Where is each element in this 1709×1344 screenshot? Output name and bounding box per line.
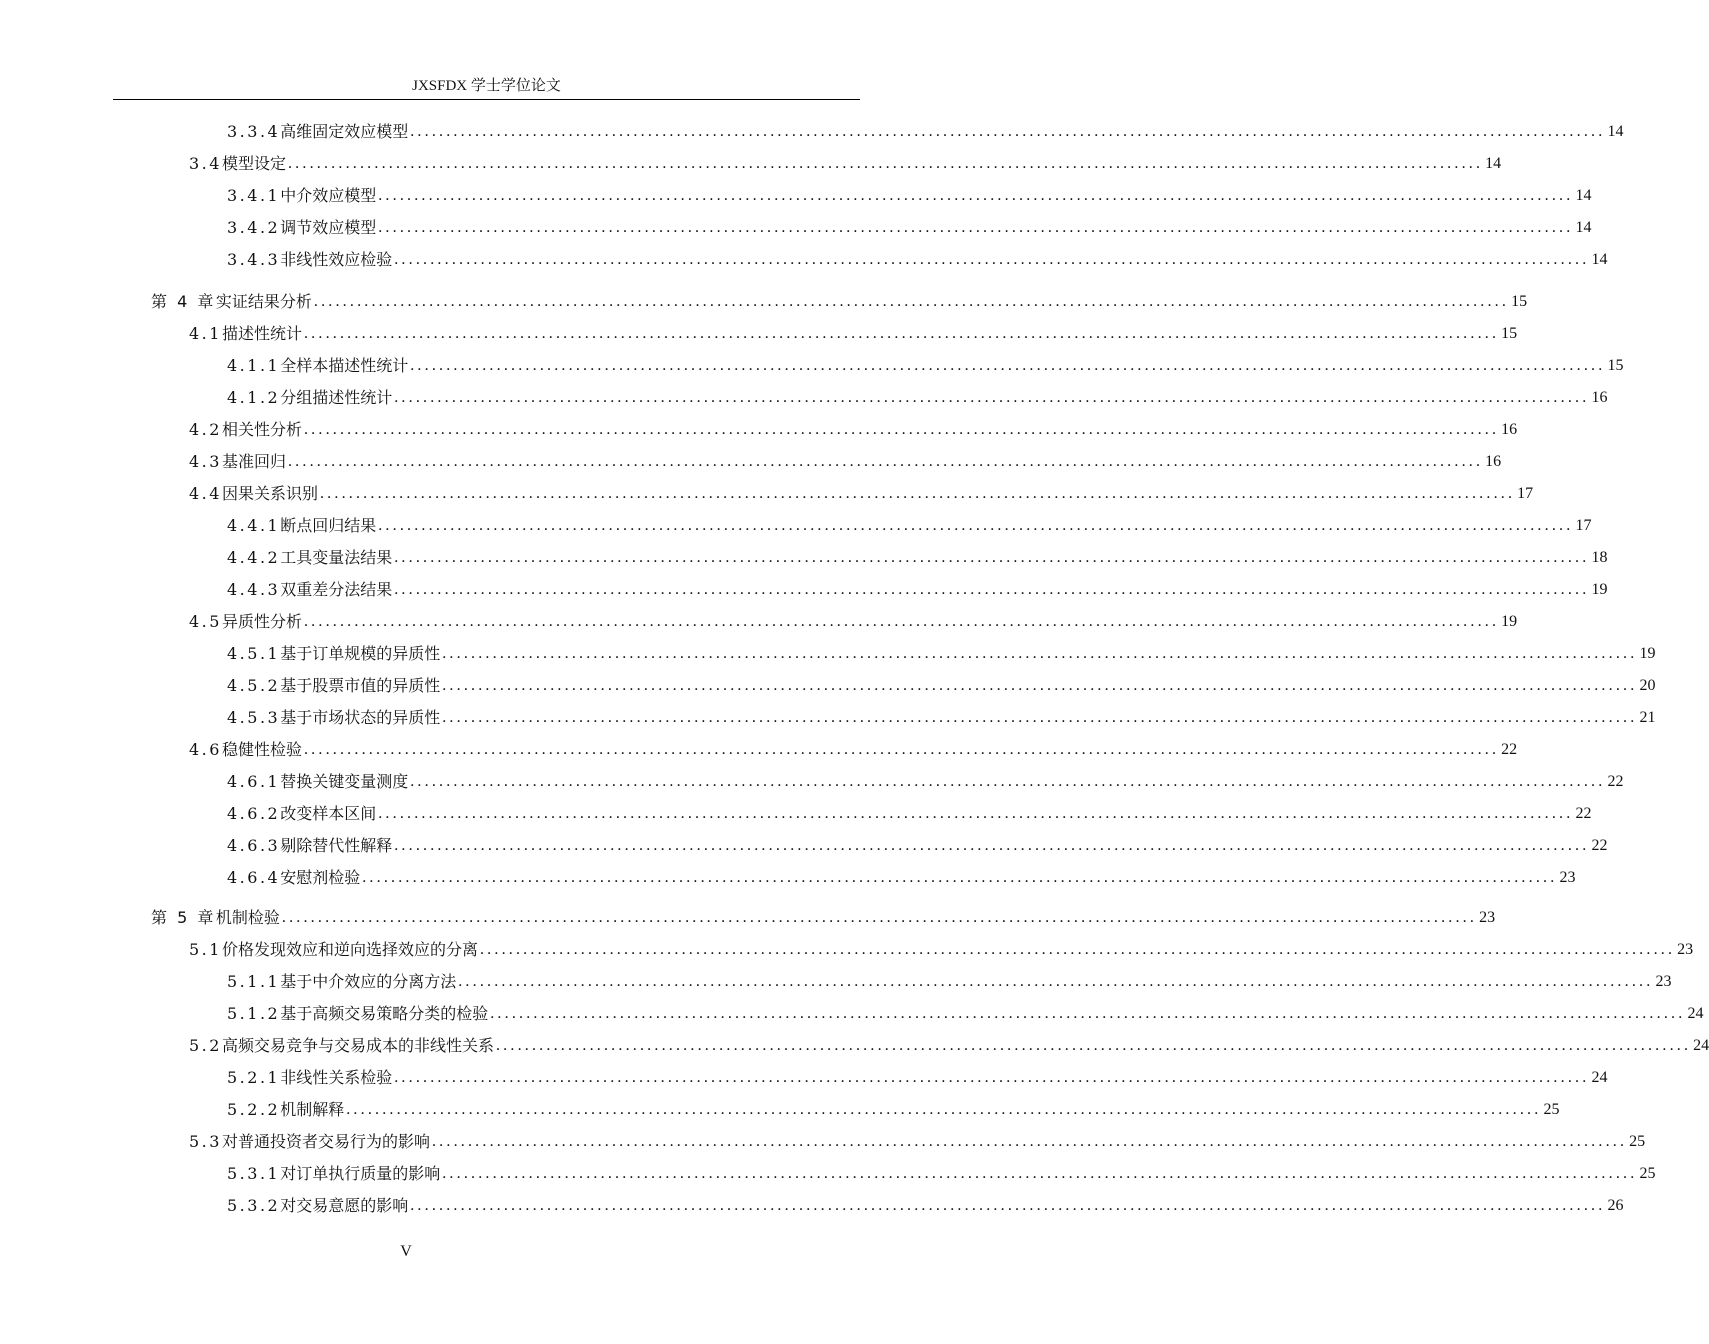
toc-entry-number: 5.3.2 bbox=[227, 1196, 281, 1215]
toc-entry-title: 对交易意愿的影响 bbox=[280, 1196, 409, 1215]
page-number: V bbox=[400, 1243, 412, 1260]
toc-entry-page: 19 bbox=[1639, 645, 1656, 662]
toc-entry-page: 22 bbox=[1575, 805, 1592, 822]
toc-subsection-entry[interactable] bbox=[227, 1162, 1656, 1186]
toc-dot-leader: ...................................................................................................................................................................... bbox=[346, 1101, 1542, 1118]
toc-dot-leader: ...................................................................................................................................................................... bbox=[303, 421, 1500, 438]
toc-entry-title: 非线性关系检验 bbox=[280, 1068, 393, 1087]
toc-entry-number: 4.4.3 bbox=[227, 580, 281, 599]
toc-entry-number: 4.4.2 bbox=[227, 548, 281, 567]
toc-entry-page: 22 bbox=[1607, 773, 1624, 790]
toc-entry-page: 17 bbox=[1517, 485, 1534, 502]
toc-chapter-entry[interactable] bbox=[151, 906, 1496, 930]
toc-entry-page: 23 bbox=[1479, 909, 1496, 926]
toc-dot-leader: ...................................................................................................................................................................... bbox=[394, 549, 1590, 566]
toc-entry-title: 中介效应模型 bbox=[280, 186, 377, 205]
toc-section-entry[interactable] bbox=[189, 1130, 1646, 1154]
toc-subsection-entry[interactable] bbox=[227, 354, 1624, 378]
toc-subsection-entry[interactable] bbox=[227, 706, 1656, 730]
toc-entry-title: 基于中介效应的分离方法 bbox=[280, 972, 457, 991]
toc-entry-number: 3.3.4 bbox=[227, 122, 281, 141]
toc-entry-number: 3.4.2 bbox=[227, 218, 281, 237]
toc-section-entry[interactable] bbox=[189, 610, 1518, 634]
toc-entry-number: 4.1.2 bbox=[227, 388, 281, 407]
toc-entry-title: 高维固定效应模型 bbox=[280, 122, 409, 141]
toc-entry-page: 24 bbox=[1687, 1005, 1704, 1022]
toc-entry-page: 22 bbox=[1501, 741, 1518, 758]
toc-entry-page: 18 bbox=[1591, 549, 1608, 566]
toc-subsection-entry[interactable] bbox=[227, 514, 1592, 538]
toc-subsection-entry[interactable] bbox=[227, 834, 1608, 858]
toc-subsection-entry[interactable] bbox=[227, 386, 1608, 410]
toc-entry-title: 剔除替代性解释 bbox=[280, 836, 393, 855]
toc-dot-leader: ...................................................................................................................................................................... bbox=[431, 1133, 1628, 1150]
toc-dot-leader: ...................................................................................................................................................................... bbox=[410, 357, 1606, 374]
toc-entry-title: 价格发现效应和逆向选择效应的分离 bbox=[221, 940, 478, 959]
toc-entry-number: 4.6.1 bbox=[227, 772, 281, 791]
toc-entry-page: 24 bbox=[1693, 1037, 1709, 1054]
toc-entry-number: 3.4.1 bbox=[227, 186, 281, 205]
toc-subsection-entry[interactable] bbox=[227, 1002, 1704, 1026]
toc-dot-leader: ...................................................................................................................................................................... bbox=[303, 613, 1500, 630]
toc-subsection-entry[interactable] bbox=[227, 184, 1592, 208]
header-rule bbox=[113, 99, 860, 100]
toc-entry-title: 改变样本区间 bbox=[280, 804, 377, 823]
toc-entry-title: 对普通投资者交易行为的影响 bbox=[221, 1132, 430, 1151]
toc-dot-leader: ...................................................................................................................................................................... bbox=[490, 1005, 1686, 1022]
toc-entry-title: 替换关键变量测度 bbox=[280, 772, 409, 791]
toc-entry-page: 23 bbox=[1677, 941, 1694, 958]
toc-dot-leader: ...................................................................................................................................................................... bbox=[410, 773, 1606, 790]
toc-entry-page: 16 bbox=[1485, 453, 1502, 470]
toc-entry-page: 14 bbox=[1485, 155, 1502, 172]
toc-entry-page: 15 bbox=[1607, 357, 1624, 374]
toc-section-entry[interactable] bbox=[189, 938, 1694, 962]
toc-entry-page: 14 bbox=[1575, 219, 1592, 236]
toc-entry-number: 4.5.1 bbox=[227, 644, 281, 663]
toc-dot-leader: ...................................................................................................................................................................... bbox=[410, 1197, 1606, 1214]
toc-entry-number: 4.1.1 bbox=[227, 356, 281, 375]
toc-entry-title: 断点回归结果 bbox=[280, 516, 377, 535]
toc-dot-leader: ...................................................................................................................................................................... bbox=[479, 941, 1676, 958]
toc-dot-leader: ...................................................................................................................................................................... bbox=[442, 677, 1638, 694]
toc-entry-page: 16 bbox=[1591, 389, 1608, 406]
toc-subsection-entry[interactable] bbox=[227, 1066, 1608, 1090]
toc-entry-page: 20 bbox=[1639, 677, 1656, 694]
toc-subsection-entry[interactable] bbox=[227, 216, 1592, 240]
toc-dot-leader: ...................................................................................................................................................................... bbox=[319, 485, 1516, 502]
toc-subsection-entry[interactable] bbox=[227, 1098, 1560, 1122]
toc-dot-leader: ...................................................................................................................................................................... bbox=[378, 187, 1574, 204]
toc-entry-page: 25 bbox=[1543, 1101, 1560, 1118]
toc-dot-leader: ...................................................................................................................................................................... bbox=[378, 517, 1574, 534]
toc-entry-number: 4.4.1 bbox=[227, 516, 281, 535]
toc-entry-number: 4.1 bbox=[189, 324, 222, 343]
toc-entry-title: 基于市场状态的异质性 bbox=[280, 708, 441, 727]
toc-dot-leader: ...................................................................................................................................................................... bbox=[303, 741, 1500, 758]
toc-dot-leader: ...................................................................................................................................................................... bbox=[281, 909, 1478, 926]
toc-entry-page: 23 bbox=[1655, 973, 1672, 990]
toc-entry-title: 模型设定 bbox=[221, 154, 286, 173]
toc-entry-page: 16 bbox=[1501, 421, 1518, 438]
toc-section-entry[interactable] bbox=[189, 738, 1518, 762]
toc-entry-title: 基于股票市值的异质性 bbox=[280, 676, 441, 695]
toc-entry-page: 26 bbox=[1607, 1197, 1624, 1214]
toc-entry-title: 基于订单规模的异质性 bbox=[280, 644, 441, 663]
toc-dot-leader: ...................................................................................................................................................................... bbox=[287, 155, 1484, 172]
toc-entry-page: 19 bbox=[1501, 613, 1518, 630]
toc-entry-title: 双重差分法结果 bbox=[280, 580, 393, 599]
toc-entry-number: 4.5.3 bbox=[227, 708, 281, 727]
toc-subsection-entry[interactable] bbox=[227, 674, 1656, 698]
toc-entry-page: 25 bbox=[1639, 1165, 1656, 1182]
toc-dot-leader: ...................................................................................................................................................................... bbox=[394, 251, 1590, 268]
toc-entry-title: 非线性效应检验 bbox=[280, 250, 393, 269]
toc-dot-leader: ...................................................................................................................................................................... bbox=[394, 1069, 1590, 1086]
toc-subsection-entry[interactable] bbox=[227, 866, 1576, 890]
toc-subsection-entry[interactable] bbox=[227, 770, 1624, 794]
toc-entry-title: 调节效应模型 bbox=[280, 218, 377, 237]
toc-subsection-entry[interactable] bbox=[227, 248, 1608, 272]
toc-entry-number: 4.4 bbox=[189, 484, 222, 503]
toc-entry-number: 第 4 章 bbox=[151, 292, 216, 311]
toc-dot-leader: ...................................................................................................................................................................... bbox=[442, 709, 1638, 726]
toc-dot-leader: ...................................................................................................................................................................... bbox=[394, 389, 1590, 406]
toc-entry-number: 5.1 bbox=[189, 940, 222, 959]
toc-entry-page: 24 bbox=[1591, 1069, 1608, 1086]
toc-dot-leader: ...................................................................................................................................................................... bbox=[410, 123, 1606, 140]
toc-section-entry[interactable] bbox=[189, 482, 1534, 506]
toc-chapter-entry[interactable] bbox=[151, 290, 1528, 314]
toc-entry-title: 因果关系识别 bbox=[221, 484, 318, 503]
toc-dot-leader: ...................................................................................................................................................................... bbox=[394, 837, 1590, 854]
toc-entry-title: 实证结果分析 bbox=[215, 292, 312, 311]
toc-entry-number: 3.4 bbox=[189, 154, 222, 173]
toc-entry-number: 3.4.3 bbox=[227, 250, 281, 269]
toc-entry-title: 高频交易竞争与交易成本的非线性关系 bbox=[221, 1036, 494, 1055]
toc-entry-number: 5.2 bbox=[189, 1036, 222, 1055]
toc-entry-page: 22 bbox=[1591, 837, 1608, 854]
toc-entry-number: 4.6 bbox=[189, 740, 222, 759]
toc-section-entry[interactable] bbox=[189, 450, 1502, 474]
toc-dot-leader: ...................................................................................................................................................................... bbox=[495, 1037, 1692, 1054]
toc-entry-page: 14 bbox=[1591, 251, 1608, 268]
toc-entry-page: 19 bbox=[1591, 581, 1608, 598]
toc-entry-page: 23 bbox=[1559, 869, 1576, 886]
toc-subsection-entry[interactable] bbox=[227, 642, 1656, 666]
toc-entry-title: 工具变量法结果 bbox=[280, 548, 393, 567]
toc-entry-number: 5.1.2 bbox=[227, 1004, 281, 1023]
toc-subsection-entry[interactable] bbox=[227, 802, 1592, 826]
toc-entry-title: 描述性统计 bbox=[221, 324, 302, 343]
toc-subsection-entry[interactable] bbox=[227, 1194, 1624, 1218]
toc-entry-number: 5.2.1 bbox=[227, 1068, 281, 1087]
toc-entry-number: 5.1.1 bbox=[227, 972, 281, 991]
toc-entry-page: 15 bbox=[1511, 293, 1528, 310]
toc-entry-number: 4.6.2 bbox=[227, 804, 281, 823]
toc-dot-leader: ...................................................................................................................................................................... bbox=[362, 869, 1558, 886]
running-header: JXSFDX 学士学位论文 bbox=[412, 78, 561, 94]
toc-entry-page: 25 bbox=[1629, 1133, 1646, 1150]
toc-subsection-entry[interactable] bbox=[227, 120, 1624, 144]
toc-entry-number: 4.5 bbox=[189, 612, 222, 631]
toc-entry-title: 异质性分析 bbox=[221, 612, 302, 631]
toc-dot-leader: ...................................................................................................................................................................... bbox=[442, 645, 1638, 662]
toc-entry-number: 4.5.2 bbox=[227, 676, 281, 695]
toc-section-entry[interactable] bbox=[189, 152, 1502, 176]
toc-entry-title: 基准回归 bbox=[221, 452, 286, 471]
toc-entry-title: 全样本描述性统计 bbox=[280, 356, 409, 375]
toc-entry-title: 对订单执行质量的影响 bbox=[280, 1164, 441, 1183]
toc-dot-leader: ...................................................................................................................................................................... bbox=[394, 581, 1590, 598]
toc-entry-page: 17 bbox=[1575, 517, 1592, 534]
toc-entry-title: 稳健性检验 bbox=[221, 740, 302, 759]
toc-entry-number: 5.3 bbox=[189, 1132, 222, 1151]
toc-subsection-entry[interactable] bbox=[227, 578, 1608, 602]
toc-dot-leader: ...................................................................................................................................................................... bbox=[458, 973, 1654, 990]
toc-entry-number: 第 5 章 bbox=[151, 908, 216, 927]
toc-dot-leader: ...................................................................................................................................................................... bbox=[303, 325, 1500, 342]
toc-entry-number: 5.3.1 bbox=[227, 1164, 281, 1183]
toc-entry-title: 基于高频交易策略分类的检验 bbox=[280, 1004, 489, 1023]
toc-subsection-entry[interactable] bbox=[227, 546, 1608, 570]
toc-entry-page: 15 bbox=[1501, 325, 1518, 342]
toc-dot-leader: ...................................................................................................................................................................... bbox=[378, 805, 1574, 822]
toc-dot-leader: ...................................................................................................................................................................... bbox=[442, 1165, 1638, 1182]
toc-entry-title: 机制检验 bbox=[215, 908, 280, 927]
toc-dot-leader: ...................................................................................................................................................................... bbox=[378, 219, 1574, 236]
toc-entry-number: 4.3 bbox=[189, 452, 222, 471]
toc-entry-number: 4.6.4 bbox=[227, 868, 281, 887]
toc-entry-number: 4.6.3 bbox=[227, 836, 281, 855]
toc-section-entry[interactable] bbox=[189, 1034, 1709, 1058]
toc-entry-number: 5.2.2 bbox=[227, 1100, 281, 1119]
toc-dot-leader: ...................................................................................................................................................................... bbox=[313, 293, 1510, 310]
toc-entry-page: 14 bbox=[1607, 123, 1624, 140]
toc-entry-title: 分组描述性统计 bbox=[280, 388, 393, 407]
toc-entry-title: 安慰剂检验 bbox=[280, 868, 361, 887]
toc-entry-page: 21 bbox=[1639, 709, 1656, 726]
toc-entry-number: 4.2 bbox=[189, 420, 222, 439]
toc-subsection-entry[interactable] bbox=[227, 970, 1672, 994]
toc-entry-title: 机制解释 bbox=[280, 1100, 345, 1119]
toc-section-entry[interactable] bbox=[189, 418, 1518, 442]
toc-entry-title: 相关性分析 bbox=[221, 420, 302, 439]
toc-section-entry[interactable] bbox=[189, 322, 1518, 346]
toc-dot-leader: ...................................................................................................................................................................... bbox=[287, 453, 1484, 470]
toc-entry-page: 14 bbox=[1575, 187, 1592, 204]
